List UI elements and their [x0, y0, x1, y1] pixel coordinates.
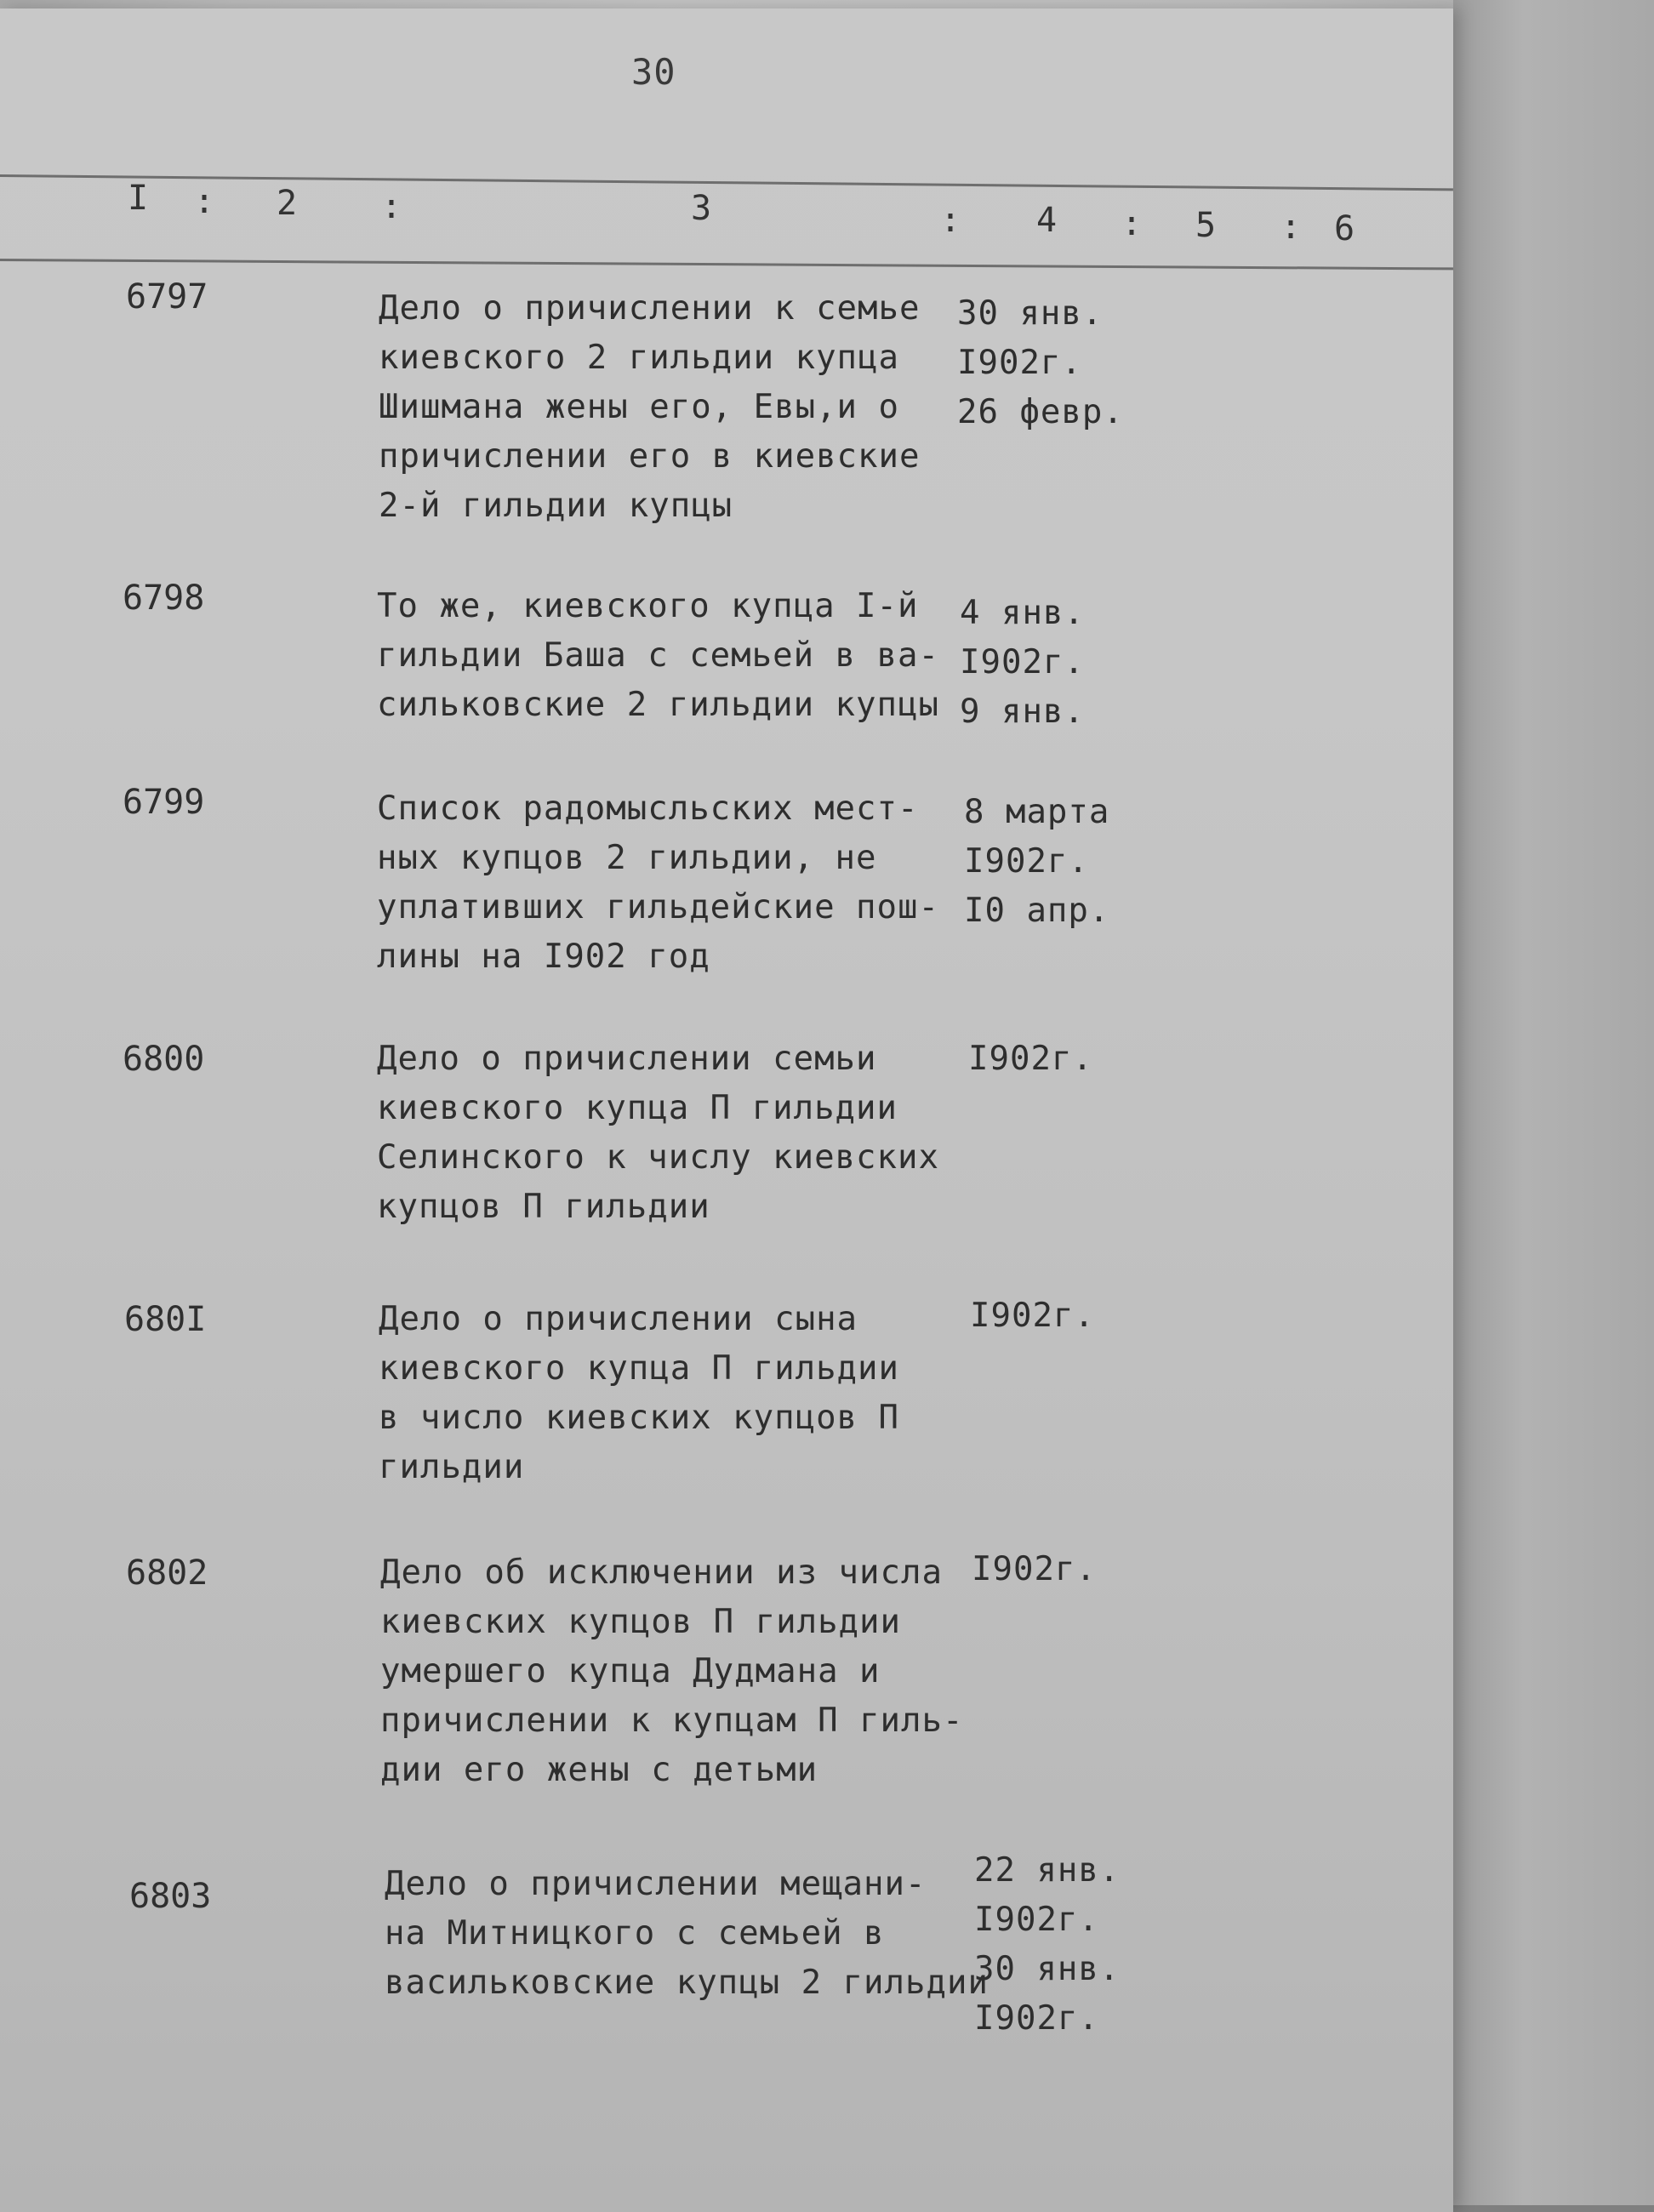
date-line: 8 марта [964, 793, 1110, 831]
page-number: 30 [631, 51, 676, 93]
description-line: Список радомысльских мест- [377, 790, 919, 828]
date-line: I902г. [968, 1040, 1093, 1078]
column-header-2: 2 [277, 184, 298, 223]
date-line: 30 янв. [974, 1950, 1121, 1988]
description-line: причислении к купцам П гиль- [380, 1702, 964, 1740]
description-line: купцов П гильдии [377, 1188, 710, 1226]
entry-dates [972, 1545, 1097, 1594]
entry-dates [957, 289, 1124, 437]
date-line: I902г. [974, 1901, 1099, 1939]
column-header-1: I [128, 179, 149, 218]
date-line: I902г. [974, 1999, 1099, 2038]
column-header-separator: : [1121, 204, 1143, 243]
date-line: 26 февр. [957, 393, 1124, 431]
column-header-6: 6 [1334, 209, 1355, 248]
description-line: сильковские 2 гильдии купцы [377, 686, 939, 724]
description-line: Дело о причислении мещани- [385, 1865, 927, 1903]
column-header-3: 3 [691, 189, 712, 228]
date-line: 4 янв. [960, 594, 1085, 632]
entry-description [385, 1860, 989, 2008]
description-line: киевского купца П гильдии [377, 1089, 898, 1127]
description-line: 2-й гильдии купцы [379, 487, 733, 525]
header-bottom-rule [0, 259, 1453, 270]
description-line: на Митницкого с семьей в [385, 1914, 885, 1953]
description-line: киевских купцов П гильдии [380, 1603, 901, 1641]
description-line: ных купцов 2 гильдии, не [377, 839, 877, 877]
entry-number: 6798 [123, 579, 205, 618]
description-line: гильдии [379, 1448, 525, 1486]
entry-description [377, 582, 939, 730]
entry-dates [968, 1035, 1093, 1084]
date-line: I0 апр. [964, 892, 1110, 930]
description-line: в число киевских купцов П [379, 1399, 899, 1437]
entry-description [377, 784, 939, 982]
description-line: Дело об исключении из числа [380, 1554, 943, 1592]
column-header-5: 5 [1195, 206, 1217, 245]
description-line: уплативших гильдейские пош- [377, 888, 939, 926]
column-header-separator: : [194, 182, 215, 221]
entry-description [379, 1295, 899, 1492]
entry-number: 6797 [126, 277, 208, 316]
description-line: гильдии Баша с семьей в ва- [377, 636, 939, 675]
date-line: 22 янв. [974, 1851, 1121, 1890]
entry-description [377, 1035, 939, 1232]
date-line: 30 янв. [957, 294, 1104, 333]
document-page [0, 9, 1453, 2212]
entry-dates [974, 1846, 1120, 2044]
date-line: I902г. [964, 842, 1089, 881]
description-line: васильковские купцы 2 гильдии [385, 1964, 989, 2002]
description-line: киевского купца П гильдии [379, 1349, 899, 1388]
page-edge-shadow [1453, 0, 1654, 2205]
description-line: причислении его в киевские [379, 437, 921, 476]
entry-dates [970, 1291, 1095, 1341]
entry-description [380, 1548, 963, 1795]
description-line: То же, киевского купца I-й [377, 587, 919, 625]
description-line: Селинского к числу киевских [377, 1138, 939, 1177]
column-header-separator: : [381, 187, 402, 226]
description-line: Дело о причислении сына [379, 1300, 858, 1338]
date-line: I902г. [957, 344, 1082, 382]
date-line: I902г. [972, 1550, 1097, 1588]
column-header-separator: : [1280, 208, 1302, 247]
description-line: киевского 2 гильдии купца [379, 339, 899, 377]
header-top-rule [0, 174, 1453, 191]
description-line: Шишмана жены его, Евы,и о [379, 388, 899, 426]
entry-dates [960, 589, 1085, 737]
description-line: умершего купца Дудмана и [380, 1652, 881, 1690]
description-line: Дело о причислении к семье [379, 289, 921, 328]
entry-number: 6799 [123, 783, 205, 822]
description-line: дии его жены с детьми [380, 1751, 818, 1789]
entry-description [379, 284, 920, 531]
description-line: Дело о причислении семьи [377, 1040, 877, 1078]
entry-number: 680I [124, 1300, 207, 1339]
date-line: 9 янв. [960, 693, 1085, 731]
description-line: лины на I902 год [377, 938, 710, 976]
column-header-4: 4 [1036, 201, 1058, 240]
date-line: I902г. [970, 1297, 1095, 1335]
entry-dates [964, 788, 1109, 936]
entry-number: 6800 [123, 1040, 205, 1079]
entry-number: 6803 [129, 1877, 212, 1916]
date-line: I902г. [960, 643, 1085, 681]
column-header-separator: : [940, 201, 961, 240]
entry-number: 6802 [126, 1554, 208, 1593]
